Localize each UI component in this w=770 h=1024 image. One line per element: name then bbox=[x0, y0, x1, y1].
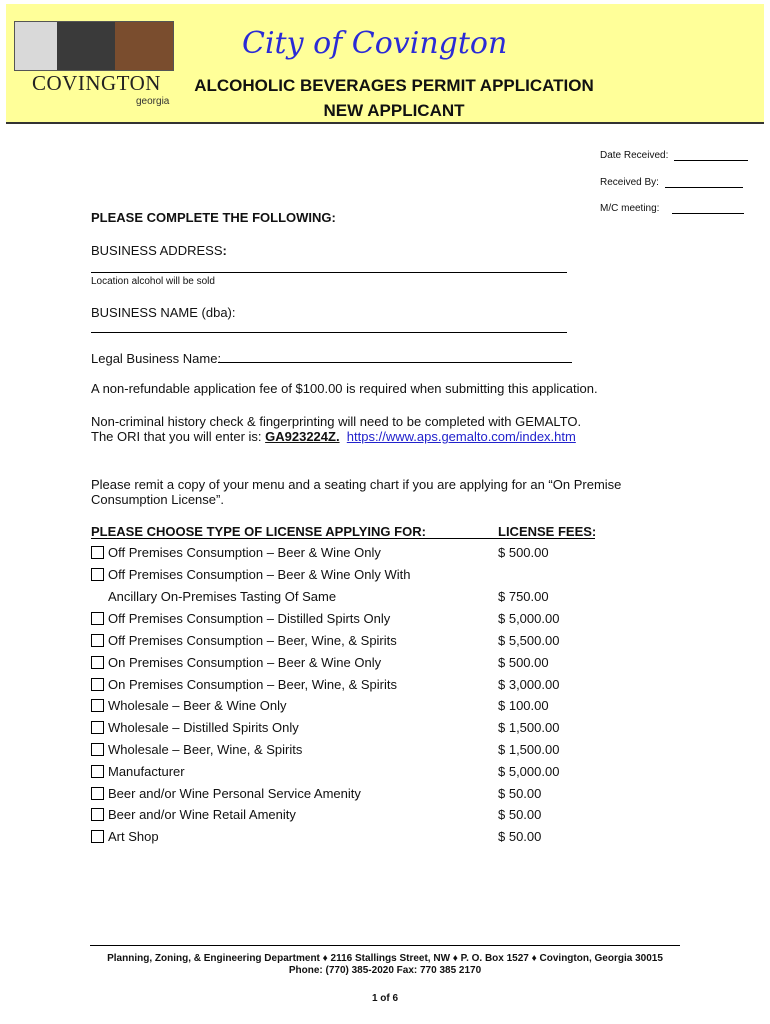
logo-image bbox=[14, 21, 174, 71]
checkbox[interactable] bbox=[91, 634, 104, 647]
footer-phone: Phone: (770) 385-2020 Fax: 770 385 2170 bbox=[288, 965, 482, 976]
legal-name-label: Legal Business Name: bbox=[91, 351, 222, 366]
license-option-on-beer-wine[interactable]: On Premises Consumption – Beer & Wine Only bbox=[91, 655, 381, 670]
page-number: 1 of 6 bbox=[371, 993, 399, 1004]
license-option-manufacturer[interactable]: Manufacturer bbox=[91, 764, 185, 779]
license-option-off-all[interactable]: Off Premises Consumption – Beer, Wine, & Spirits bbox=[91, 633, 397, 648]
footer-divider bbox=[90, 945, 680, 946]
license-fee: $ 1,500.00 bbox=[498, 720, 560, 735]
form-title: ALCOHOLIC BEVERAGES PERMIT APPLICATION bbox=[194, 76, 594, 95]
license-option-off-beer-wine-tasting[interactable]: Off Premises Consumption – Beer & Wine Only With bbox=[91, 567, 410, 582]
license-option-retail-amenity[interactable]: Beer and/or Wine Retail Amenity bbox=[91, 807, 296, 822]
form-subtitle: NEW APPLICANT bbox=[323, 101, 465, 120]
mc-meeting-field[interactable] bbox=[600, 203, 744, 214]
logo-subtitle: georgia bbox=[136, 96, 170, 107]
footer-address: Planning, Zoning, & Engineering Department ♦ 2116 Stallings Street, NW ♦ P. O. Box 1527 ♦ Covington, Georgia 30015 bbox=[107, 953, 663, 964]
gemalto-link[interactable]: https://www.aps.gemalto.com/index.htm bbox=[346, 429, 576, 444]
checkbox[interactable] bbox=[91, 546, 104, 559]
business-name-field[interactable] bbox=[91, 332, 567, 333]
checkbox[interactable] bbox=[91, 678, 104, 691]
license-fee: $ 500.00 bbox=[498, 655, 549, 670]
license-fee: $ 50.00 bbox=[498, 807, 542, 822]
mc-meeting-label: M/C meeting: bbox=[600, 203, 660, 214]
license-fees-heading: LICENSE FEES: bbox=[498, 524, 597, 539]
checkbox[interactable] bbox=[91, 656, 104, 669]
ori-code: GA923224Z. bbox=[265, 429, 340, 444]
license-option-wholesale-spirits[interactable]: Wholesale – Distilled Spirits Only bbox=[91, 720, 299, 735]
menu-note-line1: Please remit a copy of your menu and a seating chart if you are applying for an “On Premise bbox=[91, 477, 622, 492]
mc-meeting-line[interactable] bbox=[672, 213, 744, 214]
received-by-label: Received By: bbox=[600, 177, 659, 188]
date-received-label: Date Received: bbox=[600, 150, 669, 161]
received-by-line[interactable] bbox=[665, 187, 743, 188]
license-fee: $ 750.00 bbox=[498, 589, 549, 604]
logo-wordmark: COVINGTON bbox=[32, 71, 161, 95]
complete-heading: PLEASE COMPLETE THE FOLLOWING: bbox=[91, 210, 336, 225]
license-fee: $ 5,000.00 bbox=[498, 764, 560, 779]
license-option-art-shop[interactable]: Art Shop bbox=[91, 829, 159, 844]
page-header bbox=[6, 4, 764, 124]
received-by-field[interactable] bbox=[600, 177, 743, 188]
license-fee: $ 1,500.00 bbox=[498, 742, 560, 757]
license-fee: $ 100.00 bbox=[498, 698, 549, 713]
ori-line bbox=[91, 429, 576, 444]
date-received-line[interactable] bbox=[674, 160, 748, 161]
license-option-tasting-continued: Ancillary On-Premises Tasting Of Same bbox=[108, 589, 337, 604]
menu-note-line2: Consumption License”. bbox=[91, 492, 224, 507]
checkbox[interactable] bbox=[91, 721, 104, 734]
legal-name-field[interactable] bbox=[218, 362, 572, 363]
history-check-note: Non-criminal history check & fingerprinting will need to be completed with GEMALTO. bbox=[91, 414, 582, 429]
business-address-label: BUSINESS ADDRESS: bbox=[91, 243, 227, 258]
checkbox[interactable] bbox=[91, 612, 104, 625]
date-received-field[interactable] bbox=[600, 150, 748, 161]
license-option-personal-service[interactable]: Beer and/or Wine Personal Service Amenity bbox=[91, 786, 361, 801]
license-option-off-beer-wine[interactable]: Off Premises Consumption – Beer & Wine Only bbox=[91, 545, 381, 560]
covington-logo bbox=[14, 21, 174, 107]
license-option-wholesale-all[interactable]: Wholesale – Beer, Wine, & Spirits bbox=[91, 742, 302, 757]
license-option-on-all[interactable]: On Premises Consumption – Beer, Wine, & Spirits bbox=[91, 677, 397, 692]
license-type-heading: PLEASE CHOOSE TYPE OF LICENSE APPLYING FOR: bbox=[91, 524, 426, 539]
license-fee: $ 5,000.00 bbox=[498, 611, 560, 626]
checkbox[interactable] bbox=[91, 830, 104, 843]
license-fee: $ 50.00 bbox=[498, 829, 542, 844]
ori-prefix: The ORI that you will enter is: bbox=[91, 429, 266, 444]
checkbox[interactable] bbox=[91, 743, 104, 756]
license-option-off-spirits[interactable]: Off Premises Consumption – Distilled Spirts Only bbox=[91, 611, 390, 626]
business-address-field[interactable] bbox=[91, 272, 567, 273]
fee-note: A non-refundable application fee of $100.00 is required when submitting this application. bbox=[91, 381, 598, 396]
license-fee: $ 3,000.00 bbox=[498, 677, 560, 692]
city-title: City of Covington bbox=[242, 26, 508, 61]
license-option-wholesale-beer-wine[interactable]: Wholesale – Beer & Wine Only bbox=[91, 698, 286, 713]
checkbox[interactable] bbox=[91, 808, 104, 821]
license-fee: $ 50.00 bbox=[498, 786, 542, 801]
license-fee: $ 500.00 bbox=[498, 545, 549, 560]
checkbox[interactable] bbox=[91, 568, 104, 581]
business-name-label: BUSINESS NAME (dba): bbox=[91, 305, 236, 320]
license-fee: $ 5,500.00 bbox=[498, 633, 560, 648]
checkbox[interactable] bbox=[91, 699, 104, 712]
checkbox[interactable] bbox=[91, 765, 104, 778]
address-note: Location alcohol will be sold bbox=[91, 276, 215, 287]
checkbox[interactable] bbox=[91, 787, 104, 800]
